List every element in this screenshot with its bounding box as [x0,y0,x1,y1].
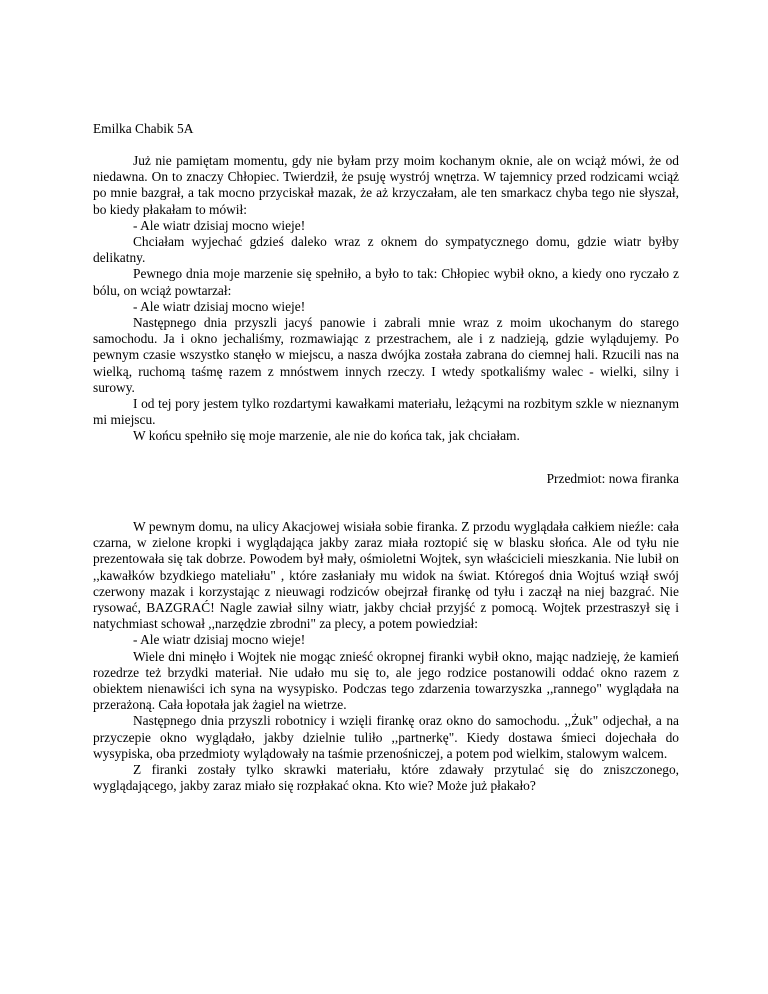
author-line: Emilka Chabik 5A [93,121,194,136]
dialog-line: - Ale wiatr dzisiaj mocno wieje! [133,298,306,314]
paragraph: W pewnym domu, na ulicy Akacjowej wisiała sobie firanka. Z przodu wyglądała całkiem nieźle: cała czarna, w zielone kropki i wyglądająca jakby zaraz miała roztopić się w blasku słońca. Ale od tyłu nie prezentowała się tak dobrze. Powodem był mały, ośmioletni Wojtek, syn właścicieli mieszkania. Nie lubił on ,,kawałków bzydkiego mateliału" , które zasłaniały mu widok na świat. Któregoś dnia Wojtuś wziął swój czerwony mazak i korzystając z nieuwagi rodziców obejrzał firankę od tyłu i zaczął na niej bazgrać. Nie rysować, BAZGRAĆ! Nagle zawiał silny wiatr, jakby chciał przyjść z pomocą. Wojtek przestraszył się i natychmiast schował ,,narzędzie zbrodni" za plecy, a potem powiedział: [93,519,679,632]
dialog-line: - Ale wiatr dzisiaj mocno wieje! [133,217,306,233]
dialog-line: - Ale wiatr dzisiaj mocno wieje! [133,632,306,648]
paragraph: Następnego dnia przyszli robotnicy i wzięli firankę oraz okno do samochodu. ,,Żuk" odjechał, a na przyczepie okno wyglądało, jakby dzielnie tuliło ,,partnerkę". Kiedy dostawa śmieci dojechała do wysypiska, oba przedmioty wylądowały na taśmie przenośniczej, a potem pod wielkim, stalowym walcem. [93,713,679,761]
paragraph: Chciałam wyjechać gdzieś daleko wraz z oknem do sympatycznego domu, gdzie wiatr byłby delikatny. [93,234,679,266]
story-two [93,519,679,794]
paragraph: Już nie pamiętam momentu, gdy nie byłam przy moim kochanym oknie, ale on wciąż mówi, że od niedawna. On to znaczy Chłopiec. Twierdził, że psuję wystrój wnętrza. W tajemnicy przed rodzicami wciąż po mnie bazgrał, a tak mocno przyciskał mazak, że aż krzyczałam, ale ten smarkacz chyba tego nie słyszał, bo kiedy płakałam to mówił: [93,153,679,217]
paragraph: Pewnego dnia moje marzenie się spełniło, a było to tak: Chłopiec wybił okno, a kiedy ono ryczało z bólu, on wciąż powtarzał: [93,266,679,298]
paragraph: Z firanki zostały tylko skrawki materiału, które zdawały przytulać się do zniszczonego, wyglądającego, jakby zaraz miało się rozpłakać okna. Kto wie? Może już płakało? [93,762,679,794]
paragraph: Wiele dni minęło i Wojtek nie mogąc znieść okropnej firanki wybił okno, mając nadzieję, że kamień rozedrze też brzydki materiał. Nie udało mu się to, ale jego rodzice postanowili oddać okno razem z obiektem nienawiści ich syna na wysypisko. Podczas tego zdarzenia towarzyszka ,,rannego" wyglądała na przerażoną. Cała łopotała jak żagiel na wietrze. [93,648,679,713]
paragraph: Następnego dnia przyszli jacyś panowie i zabrali mnie wraz z moim ukochanym do starego samochodu. Ja i okno jechaliśmy, rozmawiając z przestrachem, ale i z nadzieją, gdzie wylądujemy. Po pewnym czasie wszystko stanęło w miejscu, a nasza dwójka została zabrana do ciemnej hali. Rzucili nas na wielką, ruchomą taśmę razem z mnóstwem innych rzeczy. I wtedy spotkaliśmy walec - wielki, silny i surowy. [93,315,679,395]
story-one [93,153,679,445]
paragraph: W końcu spełniło się moje marzenie, ale nie do końca tak, jak chciałam. [133,428,520,444]
paragraph: I od tej pory jestem tylko rozdartymi kawałkami materiału, leżącymi na rozbitym szkle w nieznanym mi miejscu. [93,396,679,428]
section-heading: Przedmiot: nowa firanka [546,471,679,486]
